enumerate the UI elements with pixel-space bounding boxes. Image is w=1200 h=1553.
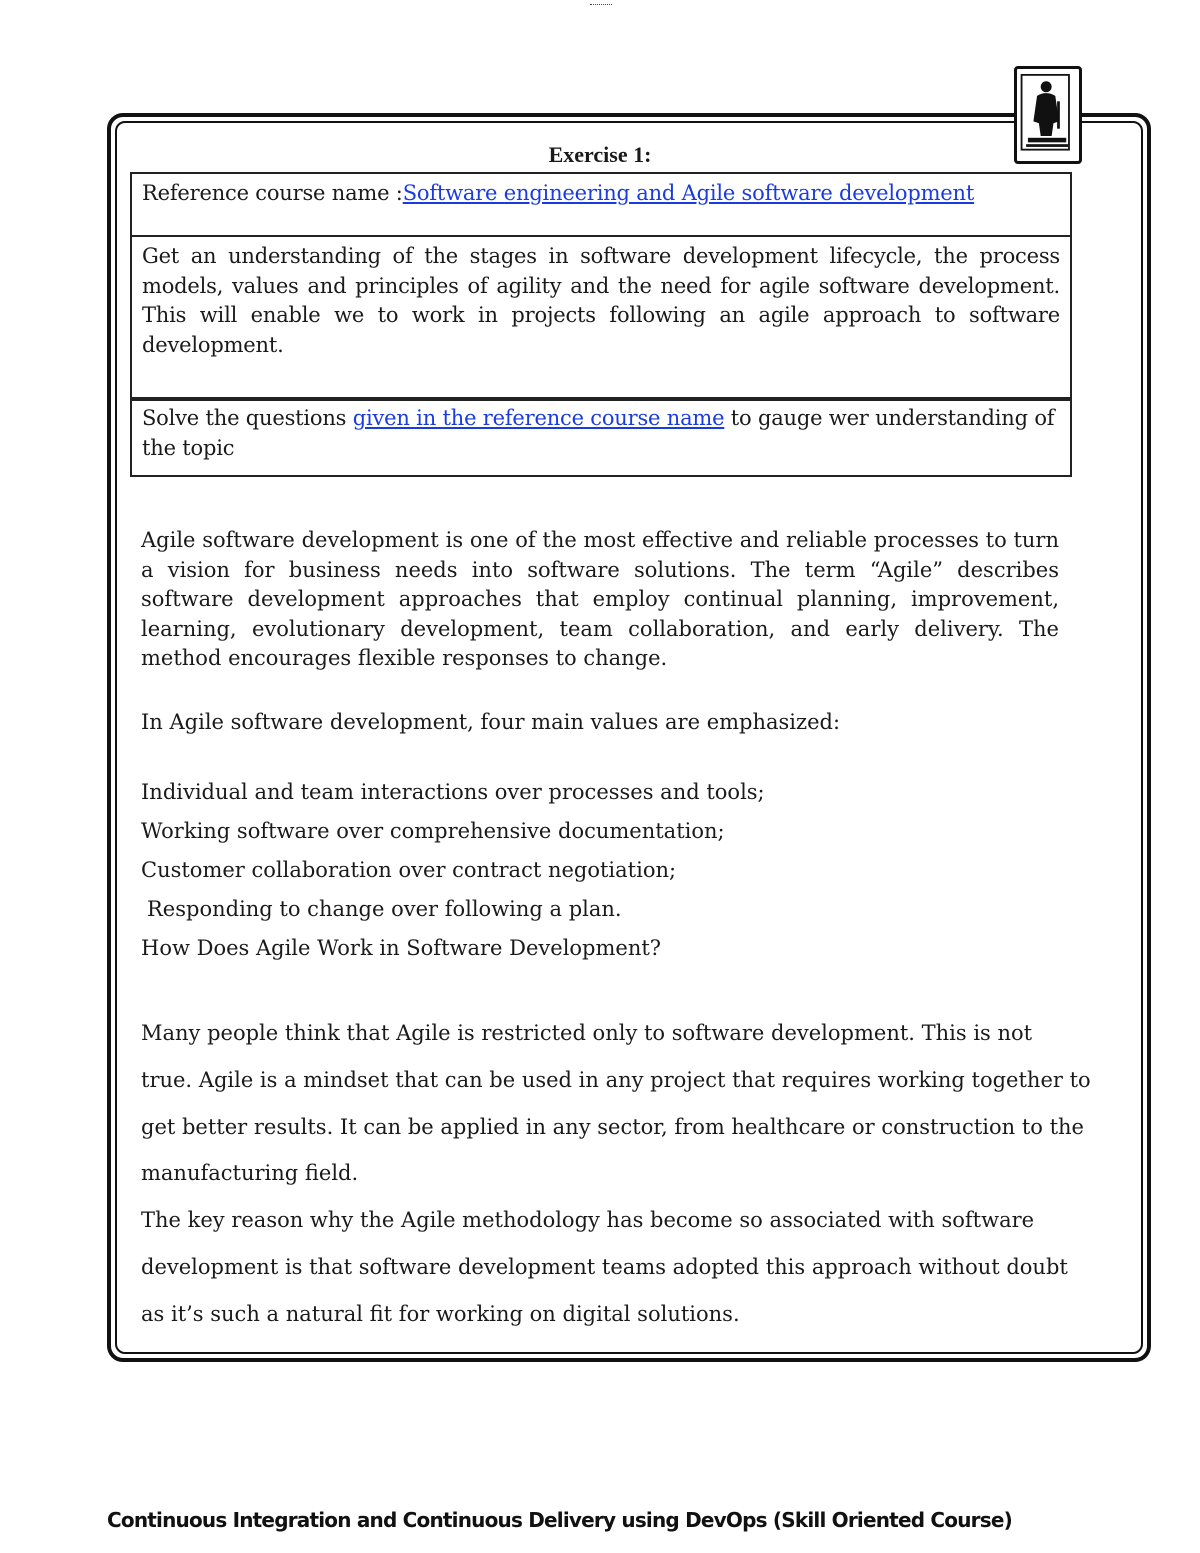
- agile-intro-paragraph: Agile software development is one of the most effective and reliable processes to turn a vision for business needs into software solutions. The term “Agile” describes software development approaches that employ continual planning, improvement, learning, evolutionary development, team collaboration, and early delivery. The method encourages flexible responses to change.: [141, 528, 1059, 670]
- value-item: Responding to change over following a plan.: [147, 897, 622, 921]
- value-item: Working software over comprehensive documentation;: [141, 819, 725, 843]
- closing-line: get better results. It can be applied in any sector, from healthcare or construction to the: [141, 1114, 1084, 1139]
- closing-line: development is that software development teams adopted this approach without doubt: [141, 1254, 1068, 1279]
- objective-box: [130, 237, 1072, 399]
- task-box: [130, 399, 1072, 477]
- closing-line: The key reason why the Agile methodology has become so associated with software: [141, 1208, 1035, 1233]
- task-course-link[interactable]: given in the reference course name: [352, 406, 725, 430]
- exercise-title: Exercise 1:: [548, 142, 652, 167]
- closing-line: true. Agile is a mindset that can be used in any project that requires working together to: [141, 1067, 1091, 1092]
- value-item: Customer collaboration over contract negotiation;: [141, 858, 677, 882]
- header-dotted-mark: [590, 0, 612, 5]
- closing-line: as it’s such a natural fit for working on digital solutions.: [141, 1301, 740, 1326]
- task-prefix: Solve the questions: [142, 406, 353, 430]
- task-suffix: to gauge wer understanding of the topic: [142, 406, 1055, 460]
- value-item: Individual and team interactions over processes and tools;: [141, 780, 765, 804]
- reference-course-link[interactable]: Software engineering and Agile software development: [402, 181, 975, 205]
- objective-text: Get an understanding of the stages in software development lifecycle, the process models, values and principles of agility and the need for agile software development. This will enable we to work in projects following an agile approach to software development.: [142, 244, 1060, 357]
- values-list: [141, 773, 1059, 968]
- page-footer: Continuous Integration and Continuous Delivery using DevOps (Skill Oriented Course): [107, 1508, 1012, 1532]
- reference-course-box: [130, 172, 1072, 237]
- closing-line: Many people think that Agile is restricted only to software development. This is not: [141, 1021, 1033, 1045]
- values-heading: In Agile software development, four main values are emphasized:: [141, 710, 841, 734]
- closing-paragraphs: [141, 1010, 1091, 1338]
- agile-question-heading: How Does Agile Work in Software Development?: [141, 936, 662, 960]
- reference-label: Reference course name :: [142, 181, 403, 205]
- closing-line: manufacturing field.: [141, 1161, 359, 1186]
